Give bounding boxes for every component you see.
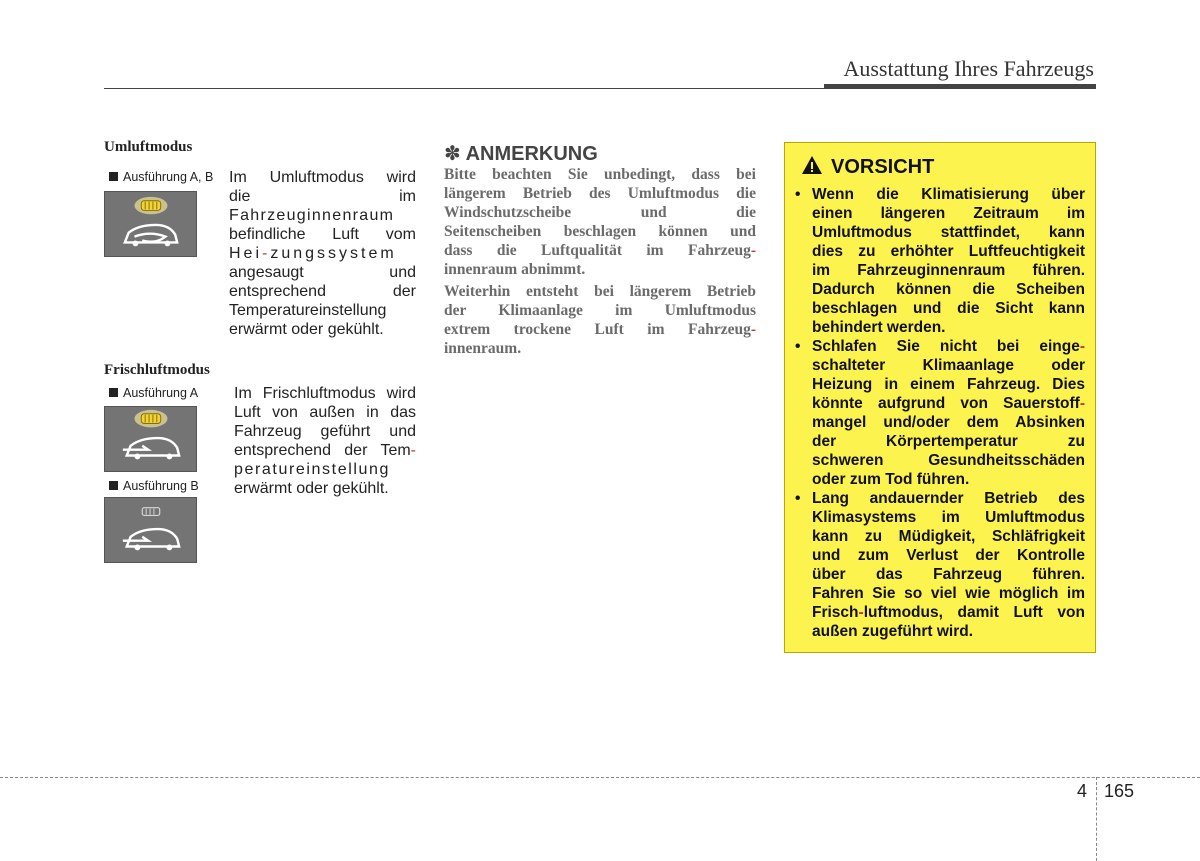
text-line: der Körpertemperatur zu — [812, 433, 1085, 450]
text-line: angesaugt und — [229, 264, 416, 281]
caution-item — [795, 489, 1085, 641]
text-line: peratureinstellung — [234, 461, 390, 478]
text-line: Fahrzeug geführt und — [234, 423, 416, 440]
text-line: mangel und/oder dem Absinken — [812, 414, 1085, 431]
text-line: Bitte beachten Sie unbedingt, dass bei — [444, 166, 756, 183]
umluft-variant-label: Ausführung A, B — [109, 170, 213, 184]
text-line: schweren Gesundheitsschäden — [812, 452, 1085, 469]
running-header: Ausstattung Ihres Fahrzeugs — [843, 56, 1094, 81]
footer-rule — [0, 777, 1200, 778]
text-line: oder zum Tod führen. — [812, 471, 970, 488]
umluft-heading: Umluftmodus — [104, 139, 193, 155]
text-line: Temperatureinstellung — [229, 302, 387, 319]
text-line: Weiterhin entsteht bei längerem Betrieb — [444, 283, 756, 300]
text-line: Umluftmodus stattfindet, kann — [812, 224, 1085, 241]
text-line: Fahren Sie so viel wie möglich im — [812, 585, 1085, 602]
chapter-number: 4 — [1077, 781, 1088, 801]
note-paragraph-1 — [444, 165, 756, 279]
text-line: • Schlafen Sie nicht bei einge- — [812, 338, 1085, 355]
text-line: innenraum. — [444, 340, 522, 357]
text-line: Seitenscheiben beschlagen können und — [444, 223, 756, 240]
square-bullet-icon — [109, 481, 118, 490]
text-line: der Klimaanlage im Umluftmodus — [444, 302, 756, 319]
frischluft-variant-b-label: Ausführung B — [109, 479, 199, 493]
frischluft-heading: Frischluftmodus — [104, 362, 210, 378]
text-line: Hei-zungssystem — [229, 245, 397, 262]
text-line: extrem trockene Luft im Fahrzeug- — [444, 321, 756, 338]
warning-triangle-icon — [801, 155, 823, 181]
caution-list — [795, 185, 1085, 641]
header-rule — [104, 88, 1096, 89]
text-line: entsprechend der Tem- — [234, 442, 416, 459]
text-line: befindliche Luft vom — [229, 226, 416, 243]
text-line: einen längeren Zeitraum im — [812, 205, 1085, 222]
text-line: Heizung in einem Fahrzeug. Dies — [812, 376, 1085, 393]
text-line: schalteter Klimaanlage oder — [812, 357, 1085, 374]
square-bullet-icon — [109, 388, 118, 397]
text-line: die im — [229, 188, 416, 205]
text-line: erwärmt oder gekühlt. — [234, 480, 389, 497]
text-line: und zum Verlust der Kontrolle — [812, 547, 1085, 564]
hyphen-mark: - — [1079, 395, 1085, 412]
text-line: Im Umluftmodus wird — [229, 169, 416, 186]
text-line: • Wenn die Klimatisierung über — [812, 186, 1085, 203]
text-line: innenraum abnimmt. — [444, 261, 586, 278]
frischluft-description — [234, 384, 416, 498]
text-line: Luft von außen in das — [234, 404, 416, 421]
hyphen-mark: - — [262, 245, 271, 262]
caution-title: VORSICHT — [801, 155, 934, 181]
caution-box — [784, 142, 1096, 653]
recirculation-button-icon — [104, 191, 197, 257]
text-line: entsprechend der — [229, 283, 416, 300]
text-line: Frisch-luftmodus, damit Luft von — [812, 604, 1085, 621]
text-line: beschlagen und die Sicht kann — [812, 300, 1085, 317]
text-line: längerem Betrieb des Umluftmodus die — [444, 185, 756, 202]
text-line: im Fahrzeuginnenraum führen. — [812, 262, 1085, 279]
hyphen-mark: - — [858, 604, 864, 621]
text-line: über das Fahrzeug führen. — [812, 566, 1085, 583]
asterisk-icon: ✽ — [444, 143, 461, 165]
text-line: Im Frischluftmodus wird — [234, 385, 416, 402]
footer-divider — [1096, 777, 1097, 861]
text-line: könnte aufgrund von Sauerstoff- — [812, 395, 1085, 412]
page-number: 165 — [1104, 781, 1135, 801]
fresh-air-button-icon-b — [104, 497, 197, 563]
text-line: kann zu Müdigkeit, Schläfrigkeit — [812, 528, 1085, 545]
hyphen-mark: - — [1079, 338, 1085, 355]
text-line: Dadurch können die Scheiben — [812, 281, 1085, 298]
caution-item — [795, 337, 1085, 489]
hyphen-mark: - — [750, 242, 756, 259]
fresh-air-button-icon-a — [104, 406, 197, 472]
note-heading: ✽ ANMERKUNG — [444, 143, 598, 165]
text-line: Windschutzscheibe und die — [444, 204, 756, 221]
caution-item — [795, 185, 1085, 337]
text-line: dies zu erhöhter Luftfeuchtigkeit — [812, 243, 1085, 260]
hyphen-mark: - — [410, 442, 416, 459]
text-line: • Lang andauernder Betrieb des — [812, 490, 1085, 507]
text-line: dass die Luftqualität im Fahrzeug- — [444, 242, 756, 259]
text-line: Klimasystems im Umluftmodus — [812, 509, 1085, 526]
note-paragraph-2 — [444, 282, 756, 358]
umluft-description — [229, 168, 416, 339]
frischluft-variant-a-label: Ausführung A — [109, 386, 198, 400]
text-line: außen zugeführt wird. — [812, 623, 974, 640]
text-line: erwärmt oder gekühlt. — [229, 321, 384, 338]
square-bullet-icon — [109, 172, 118, 181]
text-line: Fahrzeuginnenraum — [229, 207, 395, 224]
text-line: behindert werden. — [812, 319, 946, 336]
hyphen-mark: - — [750, 321, 756, 338]
